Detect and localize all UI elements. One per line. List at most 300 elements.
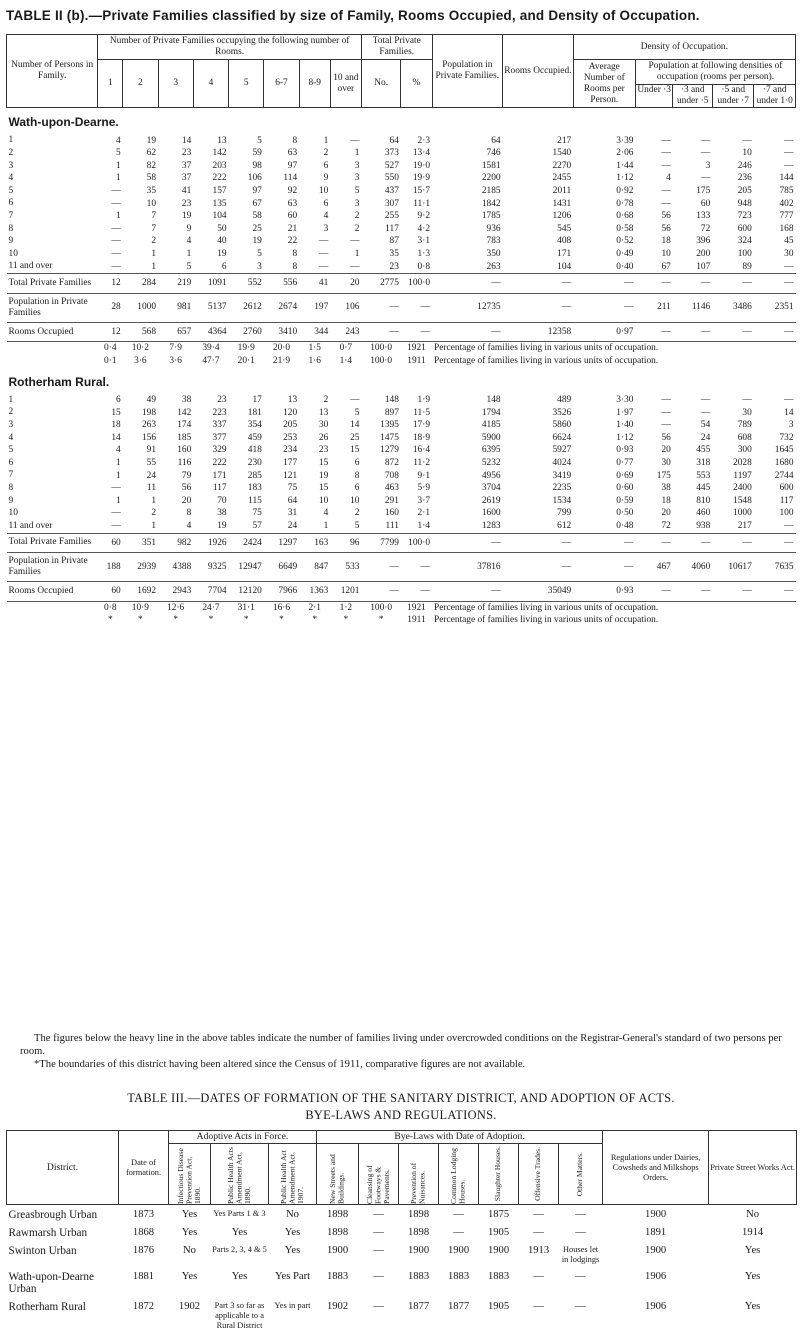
table-cell: — bbox=[330, 261, 361, 274]
table-cell: — bbox=[361, 322, 400, 342]
table-cell: 459 bbox=[229, 432, 264, 445]
table-cell: 1902 bbox=[317, 1297, 359, 1333]
table-cell: 197 bbox=[299, 293, 330, 322]
table-cell: 18 bbox=[635, 495, 672, 508]
table-cell: 344 bbox=[299, 322, 330, 342]
table-cell: 1645 bbox=[754, 444, 796, 457]
table-cell: 2·06 bbox=[573, 147, 635, 160]
table-cell: 148 bbox=[361, 394, 400, 407]
section-heading-row bbox=[7, 368, 796, 395]
table-cell: — bbox=[673, 274, 712, 294]
t3-header-date: Date of formation. bbox=[119, 1131, 169, 1205]
table-cell: 2 bbox=[330, 507, 361, 520]
table-cell: 19·9 bbox=[401, 172, 432, 185]
header-pct: % bbox=[401, 60, 432, 108]
table-cell: 1 bbox=[98, 470, 123, 483]
table-cell: 1·97 bbox=[573, 407, 635, 420]
percentage-cell: 31·1 bbox=[229, 601, 264, 614]
table-cell: — bbox=[712, 394, 754, 407]
table-cell: 117 bbox=[754, 495, 796, 508]
blank-cell bbox=[7, 355, 98, 368]
table-cell: 3419 bbox=[503, 470, 574, 483]
table-cell: 396 bbox=[673, 235, 712, 248]
table-cell: — bbox=[573, 533, 635, 553]
table-cell: 1 bbox=[123, 495, 158, 508]
table-cell: 120 bbox=[264, 407, 299, 420]
table-cell: 211 bbox=[635, 293, 672, 322]
table-cell: 600 bbox=[712, 223, 754, 236]
table-row bbox=[7, 261, 796, 274]
table2-header bbox=[7, 35, 796, 108]
percentage-caption: Percentage of families living in various units of occupation. bbox=[432, 342, 795, 355]
table-cell: 45 bbox=[754, 235, 796, 248]
table-cell: 723 bbox=[712, 210, 754, 223]
t3-header-regulations: Regulations under Dairies, Cowsheds and Milkshops Orders. bbox=[603, 1131, 709, 1205]
table-cell: 2612 bbox=[229, 293, 264, 322]
table-cell: 15 bbox=[98, 407, 123, 420]
table-cell: — bbox=[635, 394, 672, 407]
table-cell: — bbox=[754, 533, 796, 553]
table-cell: 116 bbox=[158, 457, 193, 470]
table-cell: 1475 bbox=[361, 432, 400, 445]
percentage-cell: 20·1 bbox=[229, 355, 264, 368]
table-cell: 17·9 bbox=[401, 419, 432, 432]
table-cell: 1692 bbox=[123, 582, 158, 602]
table-cell: 2200 bbox=[432, 172, 503, 185]
table-cell: 14 bbox=[98, 432, 123, 445]
table-cell: 142 bbox=[193, 147, 228, 160]
percentage-row bbox=[7, 614, 796, 627]
table-cell: 38 bbox=[635, 482, 672, 495]
table3-title-line1: TABLE III.—DATES OF FORMATION OF THE SANITARY DISTRICT, AND ADOPTION OF ACTS. bbox=[6, 1090, 796, 1107]
percentage-caption: Percentage of families living in various units of occupation. bbox=[432, 614, 795, 627]
table-row bbox=[7, 470, 796, 483]
t3-subheader-text: New Streets and Buildings. bbox=[329, 1144, 346, 1204]
table-cell: — bbox=[359, 1241, 399, 1267]
table-cell: 746 bbox=[432, 147, 503, 160]
table-cell: 2028 bbox=[712, 457, 754, 470]
table-cell: 1891 bbox=[603, 1223, 709, 1241]
table-cell: 60 bbox=[98, 533, 123, 553]
table-cell: 777 bbox=[754, 210, 796, 223]
t3-subheader bbox=[359, 1144, 399, 1205]
table-cell: 59 bbox=[229, 147, 264, 160]
table-cell: 9325 bbox=[193, 553, 228, 582]
table-cell: 3486 bbox=[712, 293, 754, 322]
table-cell: 7799 bbox=[361, 533, 400, 553]
table-cell: 2 bbox=[330, 210, 361, 223]
table-cell: 13 bbox=[193, 135, 228, 148]
table-cell: 3 bbox=[673, 160, 712, 173]
table-cell: — bbox=[401, 293, 432, 322]
table-cell: 23 bbox=[299, 444, 330, 457]
header-rooms-col: 2 bbox=[123, 60, 158, 108]
table-cell: — bbox=[98, 261, 123, 274]
table-cell: 12 bbox=[98, 322, 123, 342]
table-cell: — bbox=[635, 185, 672, 198]
table-cell: 1883 bbox=[479, 1267, 519, 1297]
table-cell: 1898 bbox=[399, 1223, 439, 1241]
table-cell: Yes bbox=[269, 1241, 317, 1267]
row-label: 3 bbox=[7, 160, 98, 173]
table-cell: 1·40 bbox=[573, 419, 635, 432]
table-cell: 608 bbox=[712, 432, 754, 445]
table-cell: 1913 bbox=[519, 1241, 559, 1267]
table-cell: 64 bbox=[264, 495, 299, 508]
table-cell: 16·4 bbox=[401, 444, 432, 457]
table-cell: 156 bbox=[123, 432, 158, 445]
table-cell: — bbox=[503, 533, 574, 553]
table-cell: 553 bbox=[673, 470, 712, 483]
table-cell: 1902 bbox=[169, 1297, 211, 1333]
t3-subheader-text: Public Health Act Amendment Act, 1907. bbox=[280, 1144, 306, 1204]
table-cell: 97 bbox=[229, 185, 264, 198]
table-cell: 243 bbox=[330, 322, 361, 342]
row-label: Population in Private Families bbox=[7, 553, 98, 582]
table-cell: 23 bbox=[158, 198, 193, 211]
t3-subheader bbox=[169, 1144, 211, 1205]
table-cell: 198 bbox=[123, 407, 158, 420]
table-cell: 14 bbox=[330, 419, 361, 432]
percentage-cell: 1·5 bbox=[299, 342, 330, 355]
table-cell: 157 bbox=[193, 185, 228, 198]
table-cell: 337 bbox=[193, 419, 228, 432]
table-cell: 2 bbox=[123, 235, 158, 248]
table-cell: 25 bbox=[229, 223, 264, 236]
district-row bbox=[7, 1223, 797, 1241]
table-cell: 12947 bbox=[229, 553, 264, 582]
table-row bbox=[7, 444, 796, 457]
table-cell: Yes bbox=[211, 1267, 269, 1297]
table-cell: Yes bbox=[269, 1223, 317, 1241]
table-cell: 6 bbox=[299, 198, 330, 211]
table-cell: 351 bbox=[123, 533, 158, 553]
table-cell: 1875 bbox=[479, 1205, 519, 1224]
header-rooms-occupied: Rooms Occupied. bbox=[503, 35, 574, 108]
table-cell: — bbox=[361, 582, 400, 602]
table-cell: — bbox=[503, 293, 574, 322]
table-cell: 1 bbox=[98, 210, 123, 223]
blank-cell bbox=[7, 601, 98, 614]
table-cell: 4060 bbox=[673, 553, 712, 582]
table-cell: 135 bbox=[193, 198, 228, 211]
table-cell: 15 bbox=[299, 457, 330, 470]
table-cell: 10 bbox=[635, 248, 672, 261]
t3-subheader-text: Offensive Trades. bbox=[534, 1147, 543, 1201]
table-cell: 568 bbox=[123, 322, 158, 342]
table-cell: 23 bbox=[193, 394, 228, 407]
table-cell: 285 bbox=[229, 470, 264, 483]
table-cell: 17 bbox=[229, 394, 264, 407]
row-label: 9 bbox=[7, 495, 98, 508]
table3-title bbox=[6, 1090, 796, 1124]
table-cell: 3526 bbox=[503, 407, 574, 420]
table-cell: No bbox=[169, 1241, 211, 1267]
table-cell: 783 bbox=[432, 235, 503, 248]
table-cell: 8 bbox=[330, 470, 361, 483]
totals-row bbox=[7, 322, 796, 342]
table-row bbox=[7, 407, 796, 420]
table-cell: 318 bbox=[673, 457, 712, 470]
percentage-cell: 1·6 bbox=[299, 355, 330, 368]
table-cell: 4 bbox=[299, 507, 330, 520]
table3-body bbox=[7, 1205, 797, 1333]
table-cell: 87 bbox=[361, 235, 400, 248]
percentage-cell: * bbox=[361, 614, 400, 627]
table-cell: 72 bbox=[673, 223, 712, 236]
table-cell: 3704 bbox=[432, 482, 503, 495]
table-cell: 2943 bbox=[158, 582, 193, 602]
header-families-group: Number of Private Families occupying the following number of Rooms. bbox=[98, 35, 362, 60]
row-label: Rooms Occupied bbox=[7, 582, 98, 602]
table-row bbox=[7, 135, 796, 148]
table-cell: 28 bbox=[98, 293, 123, 322]
table-cell: Yes Parts 1 & 3 bbox=[211, 1205, 269, 1224]
table-cell: 5 bbox=[98, 147, 123, 160]
table-cell: 89 bbox=[712, 261, 754, 274]
table-cell: — bbox=[754, 274, 796, 294]
table-cell: 1883 bbox=[439, 1267, 479, 1297]
table-cell: 5 bbox=[158, 261, 193, 274]
table-row bbox=[7, 223, 796, 236]
table-cell: Yes bbox=[709, 1267, 797, 1297]
percentage-cell: 100·0 bbox=[361, 355, 400, 368]
table-cell: 3·7 bbox=[401, 495, 432, 508]
table-cell: 10617 bbox=[712, 553, 754, 582]
table-cell: 5 bbox=[229, 248, 264, 261]
table-cell: — bbox=[503, 553, 574, 582]
row-label: 11 and over bbox=[7, 261, 98, 274]
table-cell: — bbox=[359, 1267, 399, 1297]
table-cell: 57 bbox=[229, 520, 264, 533]
t3-subheader bbox=[519, 1144, 559, 1205]
district-row bbox=[7, 1205, 797, 1224]
section-heading-row bbox=[7, 108, 796, 135]
table-cell: Yes bbox=[169, 1205, 211, 1224]
table-cell: — bbox=[573, 274, 635, 294]
table-cell: 205 bbox=[712, 185, 754, 198]
note-boundaries: *The boundaries of this district having been altered since the Census of 1911, comparative figures are not available. bbox=[20, 1058, 790, 1071]
table-cell: 2270 bbox=[503, 160, 574, 173]
table-cell: — bbox=[635, 274, 672, 294]
table-cell: 732 bbox=[754, 432, 796, 445]
table-cell: 8 bbox=[158, 507, 193, 520]
t3-subheader-text: Common Lodging Houses. bbox=[450, 1144, 467, 1204]
table-cell: 183 bbox=[229, 482, 264, 495]
table-cell: 1883 bbox=[317, 1267, 359, 1297]
t3-subheader bbox=[399, 1144, 439, 1205]
table-cell: 1 bbox=[330, 147, 361, 160]
table-cell: 0·92 bbox=[573, 185, 635, 198]
table-cell: 6 bbox=[330, 457, 361, 470]
percentage-cell: * bbox=[158, 614, 193, 627]
row-label: 1 bbox=[7, 135, 98, 148]
percentage-cell: 100·0 bbox=[361, 601, 400, 614]
table-cell: — bbox=[673, 322, 712, 342]
table-cell: Yes bbox=[169, 1223, 211, 1241]
table-cell: 1000 bbox=[123, 293, 158, 322]
table-cell: — bbox=[98, 248, 123, 261]
table-cell: Yes bbox=[709, 1297, 797, 1333]
table-cell: 1·44 bbox=[573, 160, 635, 173]
table-cell: — bbox=[673, 135, 712, 148]
table-cell: 217 bbox=[712, 520, 754, 533]
header-average: Average Number of Rooms per Person. bbox=[573, 60, 635, 108]
table-row bbox=[7, 495, 796, 508]
table-cell: 1 bbox=[299, 135, 330, 148]
table-cell: 222 bbox=[193, 172, 228, 185]
t3-subheader bbox=[317, 1144, 359, 1205]
table-cell: 1898 bbox=[399, 1205, 439, 1224]
table-cell: 1·12 bbox=[573, 172, 635, 185]
table-cell: 82 bbox=[123, 160, 158, 173]
table-cell: 1905 bbox=[479, 1223, 519, 1241]
totals-row bbox=[7, 553, 796, 582]
table-cell: 4 bbox=[635, 172, 672, 185]
table-cell: 1906 bbox=[603, 1297, 709, 1333]
row-label: 2 bbox=[7, 407, 98, 420]
table-cell: 1868 bbox=[119, 1223, 169, 1241]
table-cell: 3 bbox=[299, 223, 330, 236]
table-cell: 12735 bbox=[432, 293, 503, 322]
table-cell: 100·0 bbox=[401, 533, 432, 553]
table-cell: 467 bbox=[635, 553, 672, 582]
table-cell: Part 3 so far as applicable to a Rural District bbox=[211, 1297, 269, 1333]
table-cell: 4 bbox=[158, 520, 193, 533]
t3-subheader bbox=[439, 1144, 479, 1205]
row-label: 4 bbox=[7, 172, 98, 185]
table-cell: Houses let in lodgings bbox=[559, 1241, 603, 1267]
table-cell: — bbox=[573, 293, 635, 322]
table-cell: 56 bbox=[635, 223, 672, 236]
table-cell: 4388 bbox=[158, 553, 193, 582]
table-cell: — bbox=[559, 1205, 603, 1224]
table-cell: 58 bbox=[123, 172, 158, 185]
table-cell: — bbox=[754, 261, 796, 274]
table-cell: 24 bbox=[673, 432, 712, 445]
table-cell: 19 bbox=[123, 135, 158, 148]
table-cell: — bbox=[432, 533, 503, 553]
table-cell: 377 bbox=[193, 432, 228, 445]
percentage-cell: 3·6 bbox=[158, 355, 193, 368]
table-cell: — bbox=[359, 1297, 399, 1333]
table-cell: 2·3 bbox=[401, 135, 432, 148]
table-cell: 1872 bbox=[119, 1297, 169, 1333]
table-cell: 142 bbox=[158, 407, 193, 420]
table-cell: 5 bbox=[330, 407, 361, 420]
table-row bbox=[7, 394, 796, 407]
blank-cell bbox=[7, 342, 98, 355]
table-cell: 948 bbox=[712, 198, 754, 211]
table-cell: 3 bbox=[330, 198, 361, 211]
row-label: 1 bbox=[7, 394, 98, 407]
table-cell: — bbox=[712, 274, 754, 294]
table-cell: 1898 bbox=[317, 1205, 359, 1224]
table-cell: 19 bbox=[158, 210, 193, 223]
table-cell: 24 bbox=[123, 470, 158, 483]
percentage-cell: * bbox=[123, 614, 158, 627]
table-cell: 234 bbox=[264, 444, 299, 457]
table-cell: 12358 bbox=[503, 322, 574, 342]
table-cell: 5 bbox=[330, 185, 361, 198]
table-cell: — bbox=[635, 147, 672, 160]
table-cell: — bbox=[573, 553, 635, 582]
table-cell: 1 bbox=[98, 172, 123, 185]
table2-body bbox=[7, 108, 796, 628]
t3-subheader bbox=[479, 1144, 519, 1205]
table-cell: 20 bbox=[158, 495, 193, 508]
table-cell: — bbox=[673, 407, 712, 420]
row-label: 5 bbox=[7, 185, 98, 198]
census-year: 1911 bbox=[401, 614, 432, 627]
percentage-cell: * bbox=[229, 614, 264, 627]
table-cell: 3·39 bbox=[573, 135, 635, 148]
table-cell: 25 bbox=[330, 432, 361, 445]
table-row bbox=[7, 198, 796, 211]
table-cell: 104 bbox=[193, 210, 228, 223]
table-cell: 60 bbox=[264, 210, 299, 223]
table-cell: 1926 bbox=[193, 533, 228, 553]
percentage-row bbox=[7, 601, 796, 614]
table-cell: 14 bbox=[158, 135, 193, 148]
table-cell: 18·9 bbox=[401, 432, 432, 445]
table-cell: — bbox=[635, 582, 672, 602]
table-cell: 0·59 bbox=[573, 495, 635, 508]
table-cell: 1091 bbox=[193, 274, 228, 294]
table-cell: 7966 bbox=[264, 582, 299, 602]
table-cell: 324 bbox=[712, 235, 754, 248]
table-cell: 100 bbox=[712, 248, 754, 261]
table-cell: — bbox=[299, 261, 330, 274]
table-cell: 163 bbox=[299, 533, 330, 553]
table-cell: 60 bbox=[98, 582, 123, 602]
table-cell: — bbox=[401, 553, 432, 582]
table-cell: 37 bbox=[158, 172, 193, 185]
table-cell: 2775 bbox=[361, 274, 400, 294]
table-cell: 100·0 bbox=[401, 274, 432, 294]
table-cell: 121 bbox=[264, 470, 299, 483]
percentage-cell: 21·9 bbox=[264, 355, 299, 368]
table-cell: 455 bbox=[673, 444, 712, 457]
table-cell: 35049 bbox=[503, 582, 574, 602]
table-cell: — bbox=[559, 1297, 603, 1333]
table-cell: 13·4 bbox=[401, 147, 432, 160]
percentage-cell: 2·1 bbox=[299, 601, 330, 614]
table-cell: 612 bbox=[503, 520, 574, 533]
table-cell: 1395 bbox=[361, 419, 400, 432]
table-cell: 550 bbox=[361, 172, 400, 185]
table-cell: 10 bbox=[712, 147, 754, 160]
row-label: 9 bbox=[7, 235, 98, 248]
table-cell: — bbox=[361, 293, 400, 322]
table-cell: — bbox=[754, 160, 796, 173]
table-cell: — bbox=[559, 1223, 603, 1241]
table-cell: 2·1 bbox=[401, 507, 432, 520]
table-cell: 2424 bbox=[229, 533, 264, 553]
table-cell: — bbox=[754, 520, 796, 533]
header-population: Population in Private Families. bbox=[432, 35, 503, 108]
section-heading: Wath-upon-Dearne. bbox=[7, 108, 796, 135]
table-cell: 49 bbox=[123, 394, 158, 407]
table-cell: 284 bbox=[123, 274, 158, 294]
table-cell: 1680 bbox=[754, 457, 796, 470]
table-cell: — bbox=[330, 135, 361, 148]
table-cell: — bbox=[754, 582, 796, 602]
table-cell: 30 bbox=[712, 407, 754, 420]
table-cell: 1 bbox=[299, 520, 330, 533]
t3-header-district: District. bbox=[7, 1131, 119, 1205]
table-cell: 1900 bbox=[317, 1241, 359, 1267]
